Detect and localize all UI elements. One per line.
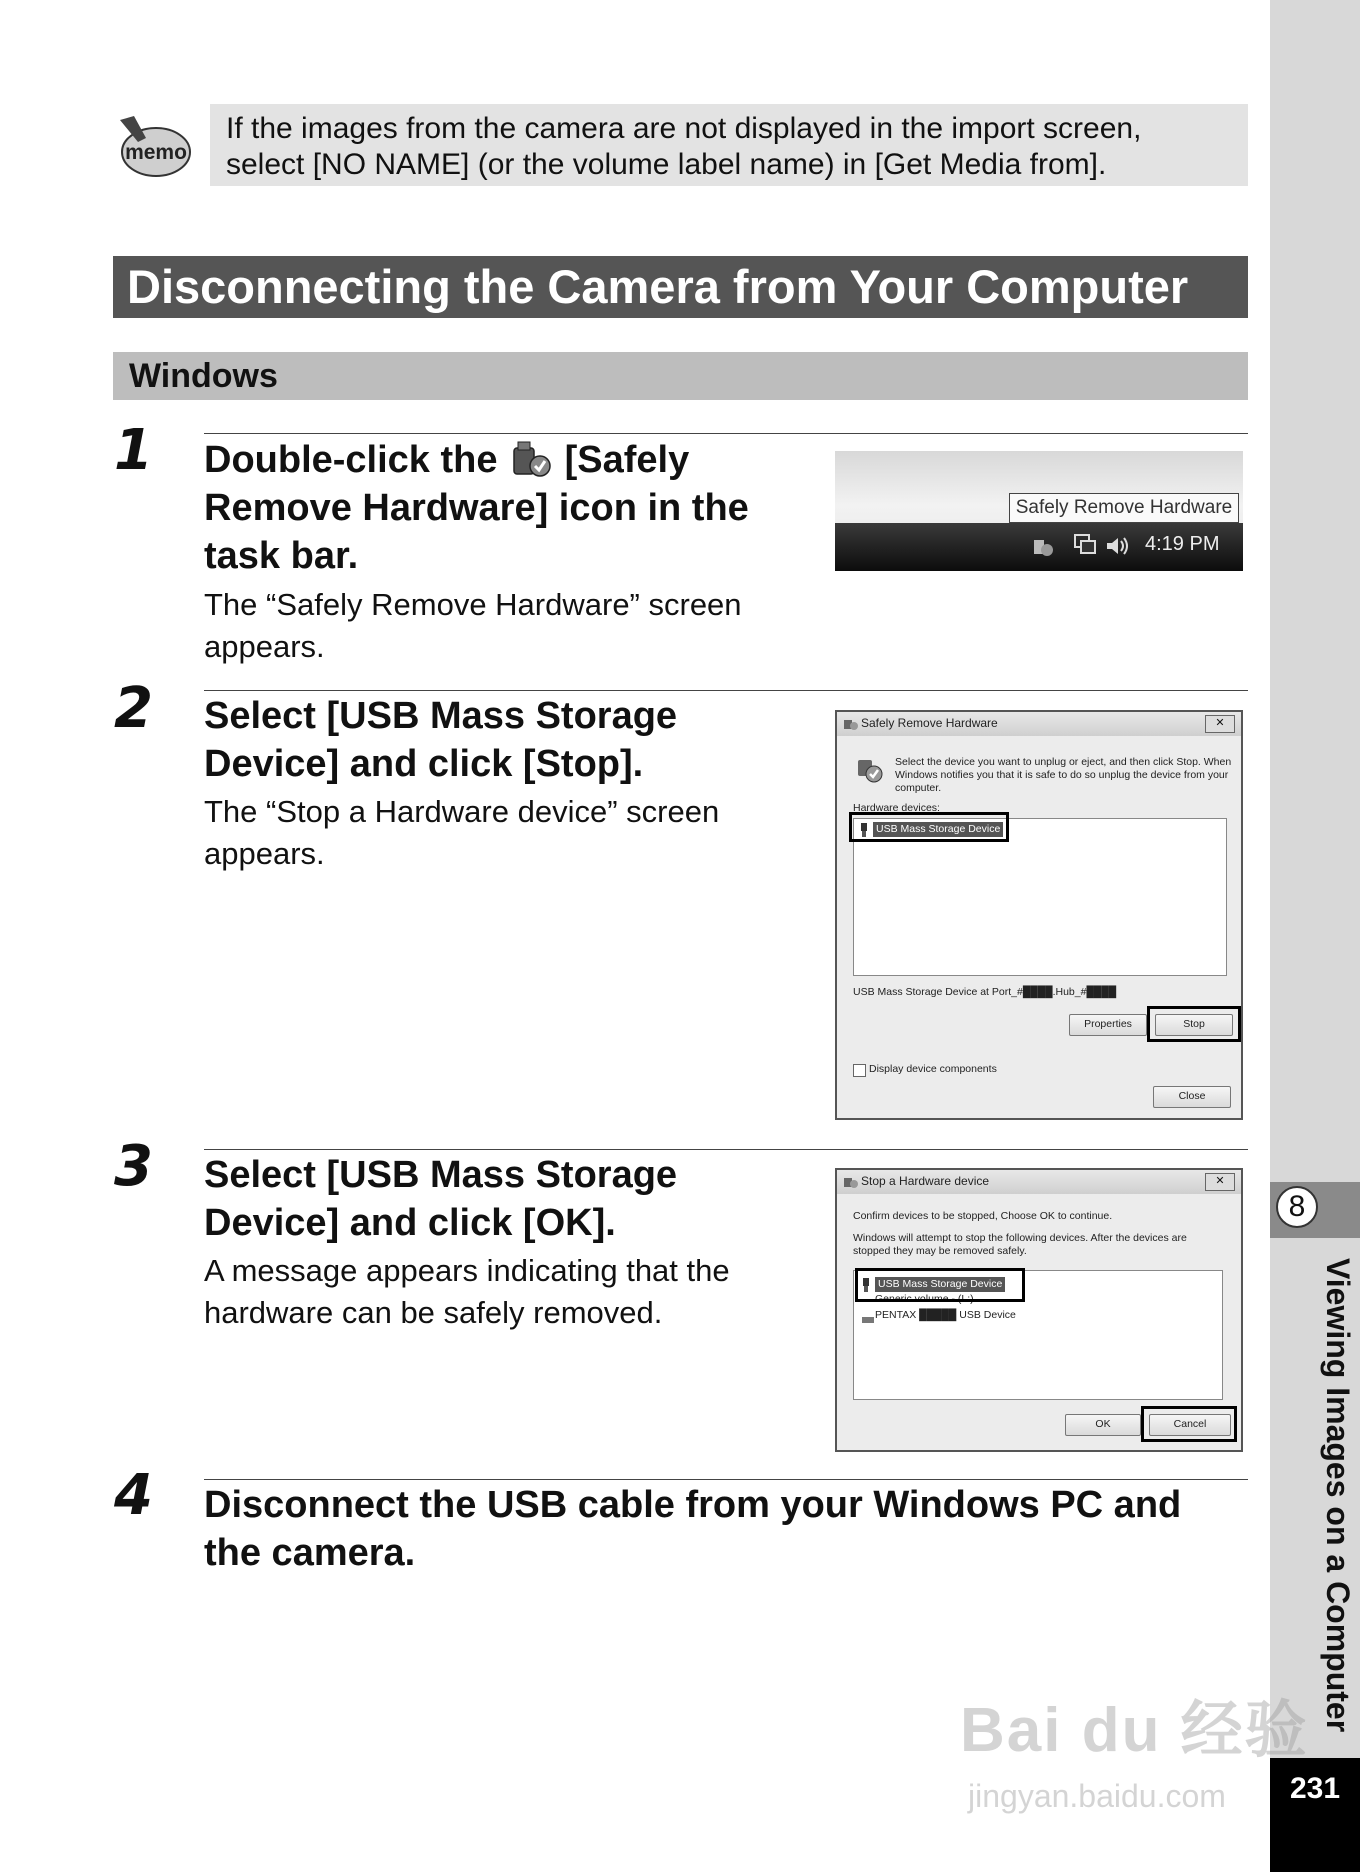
stop-explanation (853, 1232, 1233, 1258)
tray-network-icon[interactable] (1073, 533, 1099, 562)
step-1-desc-line2: appears. (204, 629, 325, 664)
drive-icon (861, 1311, 875, 1329)
step-3-desc-line2: hardware can be safely removed. (204, 1295, 663, 1330)
dialog-close-button[interactable]: ✕ (1205, 715, 1235, 733)
stop-explanation-line1: Windows will attempt to stop the following devices. After the devices are (853, 1232, 1187, 1244)
step-4-number: 4 (114, 1463, 153, 1528)
close-button[interactable]: Close (1153, 1086, 1231, 1108)
step-2-rule (204, 690, 1248, 691)
baidu-watermark: Bai du 经验 (960, 1696, 1309, 1765)
instruction-line2: Windows notifies you that it is safe to do so unplug the device from your (895, 769, 1229, 781)
step-2-title-line1: Select [USB Mass Storage (204, 695, 678, 737)
step-2-description (204, 791, 719, 875)
ok-button[interactable]: OK (1065, 1414, 1141, 1436)
tray-safely-remove-icon[interactable] (1031, 535, 1055, 562)
step-3-desc-line1: A message appears indicating that the (204, 1253, 730, 1288)
highlight-stop-button (1147, 1006, 1241, 1042)
step-1-title-part-a: Double-click the (204, 439, 498, 481)
memo-text-line1: If the images from the camera are not displayed in the import screen, (226, 112, 1142, 145)
highlight-selected-device (855, 1268, 1025, 1302)
subsection-heading: Windows (113, 352, 1248, 400)
instruction-line3: computer. (895, 782, 942, 794)
page-number: 231 (1289, 1772, 1341, 1805)
usb-mass-storage-device-item[interactable]: USB Mass Storage Device (873, 822, 1003, 837)
step-2-title-line2: Device] and click [Stop]. (204, 743, 644, 785)
step-4-title-line2: the camera. (204, 1532, 416, 1574)
step-4-title (204, 1481, 1248, 1577)
memo-icon (112, 112, 192, 182)
chapter-title: Viewing Images on a Computer (1320, 1258, 1356, 1733)
step-2-title (204, 692, 804, 788)
highlight-selected-device (849, 812, 1009, 842)
step-1-title-part-b: [Safely (564, 439, 690, 481)
tray-volume-icon[interactable] (1105, 535, 1131, 562)
baidu-watermark-url: jingyan.baidu.com (968, 1778, 1226, 1814)
step-3-number: 3 (114, 1134, 153, 1199)
dialog-app-icon (843, 1175, 859, 1194)
step-1-number: 1 (114, 418, 153, 483)
stop-list-item-pentax[interactable]: PENTAX █████ USB Device (875, 1309, 1016, 1321)
tray-clock[interactable]: 4:19 PM (1145, 533, 1220, 555)
step-1-description (204, 584, 742, 668)
step-3-title (204, 1151, 804, 1247)
step-4-title-line1: Disconnect the USB cable from your Windows PC and (204, 1484, 1182, 1526)
stop-explanation-line2: stopped they may be removed safely. (853, 1245, 1027, 1257)
step-2-number: 2 (114, 676, 153, 741)
step-3-title-line1: Select [USB Mass Storage (204, 1154, 678, 1196)
hardware-checkmark-icon (855, 754, 885, 789)
dialog-close-button[interactable]: ✕ (1205, 1173, 1235, 1191)
safely-remove-hardware-dialog (835, 710, 1243, 1120)
taskbar-tooltip: Safely Remove Hardware (1009, 493, 1239, 523)
step-1-title (204, 436, 824, 580)
taskbar-screenshot (835, 451, 1243, 571)
step-4-rule (204, 1479, 1248, 1480)
display-components-checkbox[interactable] (853, 1064, 866, 1077)
dialog-title: Safely Remove Hardware (861, 716, 998, 730)
safely-remove-hardware-icon (508, 440, 554, 480)
display-components-label: Display device components (869, 1063, 997, 1075)
step-1-rule (204, 433, 1248, 434)
stop-button[interactable]: Stop (1155, 1014, 1233, 1036)
highlight-cancel-button (1141, 1406, 1237, 1442)
section-heading: Disconnecting the Camera from Your Computer (113, 256, 1248, 318)
stop-hardware-device-dialog (835, 1168, 1243, 1452)
memo-note (210, 104, 1248, 186)
memo-text-line2: select [NO NAME] (or the volume label name) in [Get Media from]. (226, 148, 1107, 181)
memo-icon-label: memo (125, 141, 187, 164)
confirm-text: Confirm devices to be stopped, Choose OK to continue. (853, 1210, 1113, 1222)
properties-button[interactable]: Properties (1069, 1014, 1147, 1036)
dialog-instructions (895, 756, 1235, 795)
hardware-devices-label: Hardware devices: (853, 802, 940, 814)
dialog-title: Stop a Hardware device (861, 1174, 990, 1188)
device-location: USB Mass Storage Device at Port_#████.Hub_#████ (853, 986, 1117, 998)
chapter-number: 8 (1276, 1186, 1318, 1228)
step-3-description (204, 1250, 730, 1334)
step-1-desc-line1: The “Safely Remove Hardware” screen (204, 587, 742, 622)
cancel-button[interactable]: Cancel (1149, 1414, 1231, 1436)
step-3-rule (204, 1149, 1248, 1150)
step-3-title-line2: Device] and click [OK]. (204, 1202, 616, 1244)
stop-list-item-volume[interactable]: Generic volume - (L:) (875, 1293, 974, 1305)
step-2-desc-line1: The “Stop a Hardware device” screen (204, 794, 720, 829)
instruction-line1: Select the device you want to unplug or eject, and then click Stop. When (895, 756, 1232, 768)
dialog-app-icon (843, 717, 859, 736)
step-1-title-line3: task bar. (204, 535, 359, 577)
step-2-desc-line2: appears. (204, 836, 325, 871)
stop-list-item-usb[interactable]: USB Mass Storage Device (875, 1277, 1005, 1292)
step-1-title-line2: Remove Hardware] icon in the (204, 487, 749, 529)
